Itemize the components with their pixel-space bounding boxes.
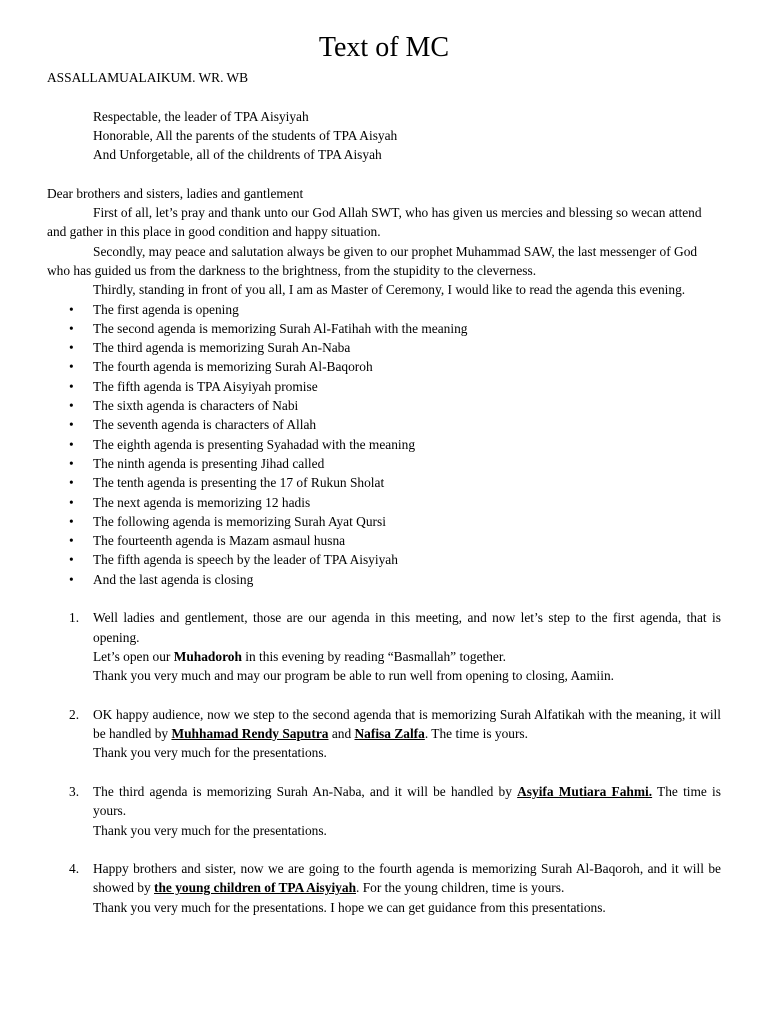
- bullet-icon: •: [69, 513, 74, 529]
- list-item: • The fifth agenda is TPA Aisyiyah promise: [47, 377, 721, 396]
- salutation-line: And Unforgetable, all of the childrents of TPA Aisyah: [93, 147, 382, 163]
- list-item: • The third agenda is memorizing Surah An-Naba: [47, 338, 721, 357]
- list-item: • The next agenda is memorizing 12 hadis: [47, 493, 721, 512]
- bullet-icon: •: [69, 320, 74, 336]
- paragraph: Thirdly, standing in front of you all, I am as Master of Ceremony, I would like to read the agenda this evening.: [93, 282, 686, 298]
- step-item: 4. Happy brothers and sister, now we are going to the fourth agenda is memorizing Surah Al-Baqoroh, and it will be showed by the young children of TPA Aisyiyah. For the young children, time is yours. Thank you very much for the presentations. I hope we can get guidance from this presentations.: [69, 861, 721, 915]
- list-item: • The fourth agenda is memorizing Surah Al-Baqoroh: [47, 357, 721, 376]
- list-item: • The following agenda is memorizing Surah Ayat Qursi: [47, 512, 721, 531]
- presenter-name: Nafisa Zalfa: [354, 726, 425, 742]
- bullet-icon: •: [69, 552, 74, 568]
- bullet-icon: •: [69, 417, 74, 433]
- list-item: • The fourteenth agenda is Mazam asmaul husna: [47, 531, 721, 550]
- step-number: 2.: [69, 706, 80, 722]
- salutation-line: Honorable, All the parents of the students of TPA Aisyah: [93, 127, 398, 143]
- list-item: • The sixth agenda is characters of Nabi: [47, 396, 721, 415]
- steps-list: [47, 608, 721, 917]
- presenter-name: Asyifa Mutiara Fahmi.: [517, 783, 653, 799]
- bullet-icon: •: [69, 436, 74, 452]
- event-name: Muhadoroh: [173, 648, 242, 664]
- bullet-icon: •: [69, 494, 74, 510]
- paragraph: Secondly, may peace and salutation always be given to our prophet Muhammad SAW, the last messenger of God who has guided us from the darkness to the brightness, from the stupidity to the cleverness.: [47, 243, 698, 278]
- step-number: 4.: [69, 861, 80, 877]
- salutation-line: Respectable, the leader of TPA Aisyiyah: [93, 108, 309, 124]
- bullet-icon: •: [69, 378, 74, 394]
- list-item: • The first agenda is opening: [47, 300, 721, 319]
- greeting: ASSALLAMUALAIKUM. WR. WB: [47, 70, 249, 85]
- paragraph: First of all, let’s pray and thank unto our God Allah SWT, who has given us mercies and blessing so wecan attend and gather in this place in good condition and happy situation.: [47, 205, 702, 240]
- list-item: • The tenth agenda is presenting the 17 of Rukun Sholat: [47, 473, 721, 492]
- list-item: • The eighth agenda is presenting Syahadad with the meaning: [47, 435, 721, 454]
- step-item: 3. The third agenda is memorizing Surah An-Naba, and it will be handled by Asyifa Mutiara Fahmi. The time is yours. Thank you very much for the presentations.: [69, 783, 721, 838]
- step-number: 3.: [69, 783, 80, 799]
- list-item: • The fifth agenda is speech by the leader of TPA Aisyiyah: [47, 550, 721, 569]
- agenda-list: [47, 300, 721, 589]
- address-line: Dear brothers and sisters, ladies and gantlement: [47, 185, 304, 201]
- bullet-icon: •: [69, 475, 74, 491]
- presenter-name: the young children of TPA Aisyiyah: [154, 880, 357, 896]
- document-page: [47, 28, 721, 936]
- bullet-icon: •: [69, 571, 74, 587]
- bullet-icon: •: [69, 533, 74, 549]
- step-item: 2. OK happy audience, now we step to the second agenda that is memorizing Surah Alfatikah with the meaning, it will be handled by Muhhamad Rendy Saputra and Nafisa Zalfa. The time is yours. Thank you very much for the presentations.: [69, 706, 721, 761]
- presenter-name: Muhhamad Rendy Saputra: [171, 726, 329, 742]
- list-item: • And the last agenda is closing: [47, 570, 721, 589]
- list-item: • The ninth agenda is presenting Jihad called: [47, 454, 721, 473]
- step-item: 1. Well ladies and gentlement, those are our agenda in this meeting, and now let’s step to the first agenda, that is opening. Let’s open our Muhadoroh in this evening by reading “Basmallah” together. Thank you very much and may our program be able to run well from opening to closing, Aamiin.: [69, 610, 721, 684]
- document-title: Text of MC: [318, 32, 450, 63]
- bullet-icon: •: [69, 340, 74, 356]
- step-number: 1.: [69, 610, 80, 626]
- bullet-icon: •: [69, 398, 74, 414]
- bullet-icon: •: [69, 359, 74, 375]
- list-item: • The seventh agenda is characters of Allah: [47, 415, 721, 434]
- bullet-icon: •: [69, 455, 74, 471]
- bullet-icon: •: [69, 301, 74, 317]
- list-item: • The second agenda is memorizing Surah Al-Fatihah with the meaning: [47, 319, 721, 338]
